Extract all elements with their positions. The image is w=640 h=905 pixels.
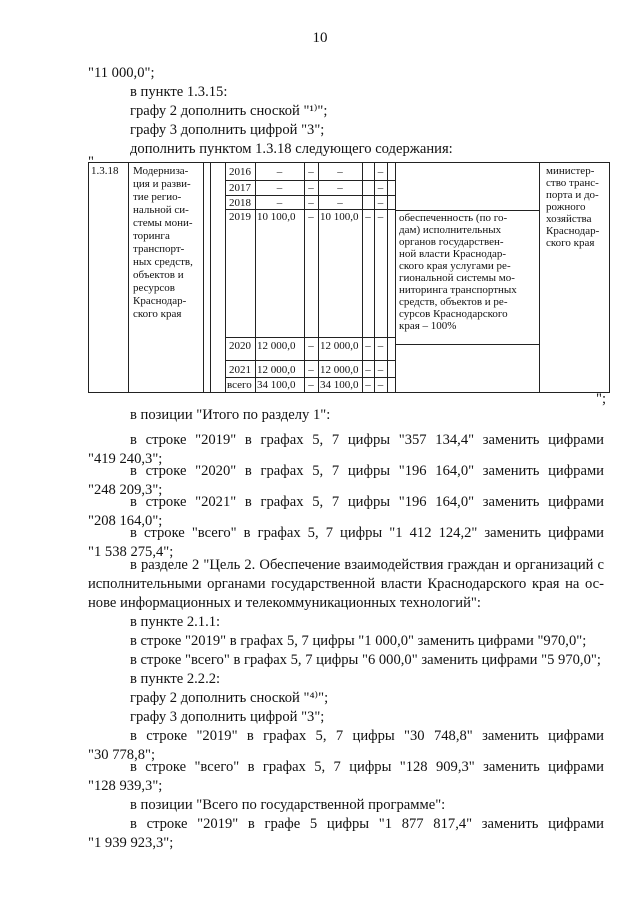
result-line: ского края услугами ре- [399, 260, 511, 272]
total-cell: 12 000,0 [257, 340, 296, 352]
name-line: Краснодар- [133, 295, 187, 307]
value-cell: 12 000,0 [320, 364, 359, 376]
text-line: в строке "всего" в графах 5, 7 цифры "128 909,3" заменить цифрами [130, 759, 604, 775]
total-cell: 10 100,0 [257, 211, 296, 223]
value-cell: – [308, 197, 314, 209]
text-line: в пункте 2.1.1: [130, 614, 221, 630]
text-line: в разделе 2 "Цель 2. Обеспечение взаимодействия граждан и организаций с [130, 557, 604, 573]
name-line: торинга [133, 230, 170, 242]
program-table [88, 162, 610, 393]
name-line: Модерниза- [133, 165, 189, 177]
executor-line: Краснодар- [546, 225, 600, 237]
value-cell: – [365, 211, 371, 223]
executor-line: хозяйства [546, 213, 592, 225]
name-line: объектов и [133, 269, 184, 281]
name-line: ресурсов [133, 282, 175, 294]
text-line: в позиции "Всего по государственной программе": [130, 797, 446, 813]
value-cell: – [365, 379, 371, 391]
text-line: в строке "всего" в графах 5, 7 цифры "6 000,0" заменить цифрами "5 970,0"; [130, 652, 601, 668]
text-line: нове информационных и телекоммуникационных технологий": [88, 595, 481, 611]
text-line: "419 240,3"; [88, 451, 163, 467]
result-line: ной власти Краснодар- [399, 248, 507, 260]
result-line: средств, объектов и ре- [399, 296, 508, 308]
executor-line: ство транс- [546, 177, 599, 189]
text-line: в строке "2019" в графах 5, 7 цифры "1 000,0" заменить цифрами "970,0"; [130, 633, 587, 649]
text-line: в строке "2021" в графах 5, 7 цифры "196 164,0" заменить цифрами [130, 494, 604, 510]
text-line: "208 164,0"; [88, 513, 163, 529]
result-line: края – 100% [399, 320, 457, 332]
total-cell: – [276, 197, 283, 209]
text-line: "1 939 923,3"; [88, 835, 174, 851]
result-line: ниторинга транспортных [399, 284, 517, 296]
value-cell: – [337, 166, 343, 178]
year-cell: 2019 [229, 211, 251, 223]
executor-line: министер- [546, 165, 595, 177]
text-line: графу 3 дополнить цифрой "3"; [130, 122, 325, 138]
result-line: обеспеченность (по го- [399, 212, 508, 224]
value-cell: 34 100,0 [320, 379, 359, 391]
text-line: в строке "2019" в графах 5, 7 цифры "30 748,8" заменить цифрами [130, 728, 604, 744]
value-cell: – [308, 379, 314, 391]
value-cell: – [308, 340, 314, 352]
executor-line: порта и до- [546, 189, 599, 201]
year-cell: всего [227, 379, 252, 391]
text-line: "1 538 275,4"; [88, 544, 174, 560]
value-cell: – [308, 211, 314, 223]
text-line: в строке "2020" в графах 5, 7 цифры "196 164,0" заменить цифрами [130, 463, 604, 479]
value-cell: – [377, 166, 384, 178]
value-cell: – [377, 211, 384, 223]
value-cell: – [377, 379, 384, 391]
value-cell: – [308, 364, 314, 376]
name-line: ных средств, [133, 256, 193, 268]
name-line: ция и разви- [133, 178, 191, 190]
value-cell: – [337, 197, 343, 209]
text-line: в строке "всего" в графах 5, 7 цифры "1 412 124,2" заменить цифрами [130, 525, 604, 541]
text-line: "248 209,3"; [88, 482, 163, 498]
value-cell: – [377, 197, 384, 209]
year-cell: 2021 [229, 364, 251, 376]
total-cell: – [276, 166, 283, 178]
year-cell: 2020 [229, 340, 251, 352]
value-cell: – [377, 182, 384, 194]
year-cell: 2018 [229, 197, 251, 209]
result-line: сурсов Краснодарского [399, 308, 508, 320]
total-cell: 34 100,0 [257, 379, 296, 391]
result-line: органов государствен- [399, 236, 504, 248]
text-line: графу 2 дополнить сноской "⁴⁾"; [130, 690, 329, 706]
text-line: "128 939,3"; [88, 778, 163, 794]
text-line: в пункте 2.2.2: [130, 671, 221, 687]
text-line: графу 2 дополнить сноской "¹⁾"; [130, 103, 328, 119]
year-cell: 2017 [229, 182, 251, 194]
result-line: гиональной системы мо- [399, 272, 515, 284]
value-cell: – [365, 364, 371, 376]
executor-line: ского края [546, 237, 595, 249]
name-line: тие регио- [133, 191, 182, 203]
value-cell: – [337, 182, 343, 194]
total-cell: 12 000,0 [257, 364, 296, 376]
result-line: дам) исполнительных [399, 224, 502, 236]
name-line: стемы мони- [133, 217, 193, 229]
text-line: дополнить пунктом 1.3.18 следующего содержания: [130, 141, 453, 157]
text-line: в строке "2019" в графах 5, 7 цифры "357 134,4" заменить цифрами [130, 432, 604, 448]
opening-quote: " [88, 154, 94, 170]
value-cell: 12 000,0 [320, 340, 359, 352]
closing-quote: "; [596, 391, 607, 407]
year-cell: 2016 [229, 166, 251, 178]
text-line: в пункте 1.3.15: [130, 84, 228, 100]
name-line: нальной си- [133, 204, 189, 216]
executor-line: рожного [546, 201, 586, 213]
name-line: ского края [133, 308, 182, 320]
value-cell: 10 100,0 [320, 211, 359, 223]
text-line: исполнительными органами государственной власти Краснодарского края на ос- [88, 576, 604, 592]
text-line: "30 778,8"; [88, 747, 156, 763]
text-line: в позиции "Итого по разделу 1": [130, 407, 331, 423]
text-line: в строке "2019" в графе 5 цифры "1 877 817,4" заменить цифрами [130, 816, 604, 832]
value-cell: – [308, 166, 314, 178]
value-cell: – [308, 182, 314, 194]
text-line: графу 3 дополнить цифрой "3"; [130, 709, 325, 725]
value-cell: – [377, 364, 384, 376]
value-cell: – [365, 340, 371, 352]
total-cell: – [276, 182, 283, 194]
page-number: 10 [312, 30, 328, 46]
text-line: "11 000,0"; [88, 65, 155, 81]
value-cell: – [377, 340, 384, 352]
name-line: транспорт- [133, 243, 185, 255]
item-number: 1.3.18 [91, 165, 119, 177]
